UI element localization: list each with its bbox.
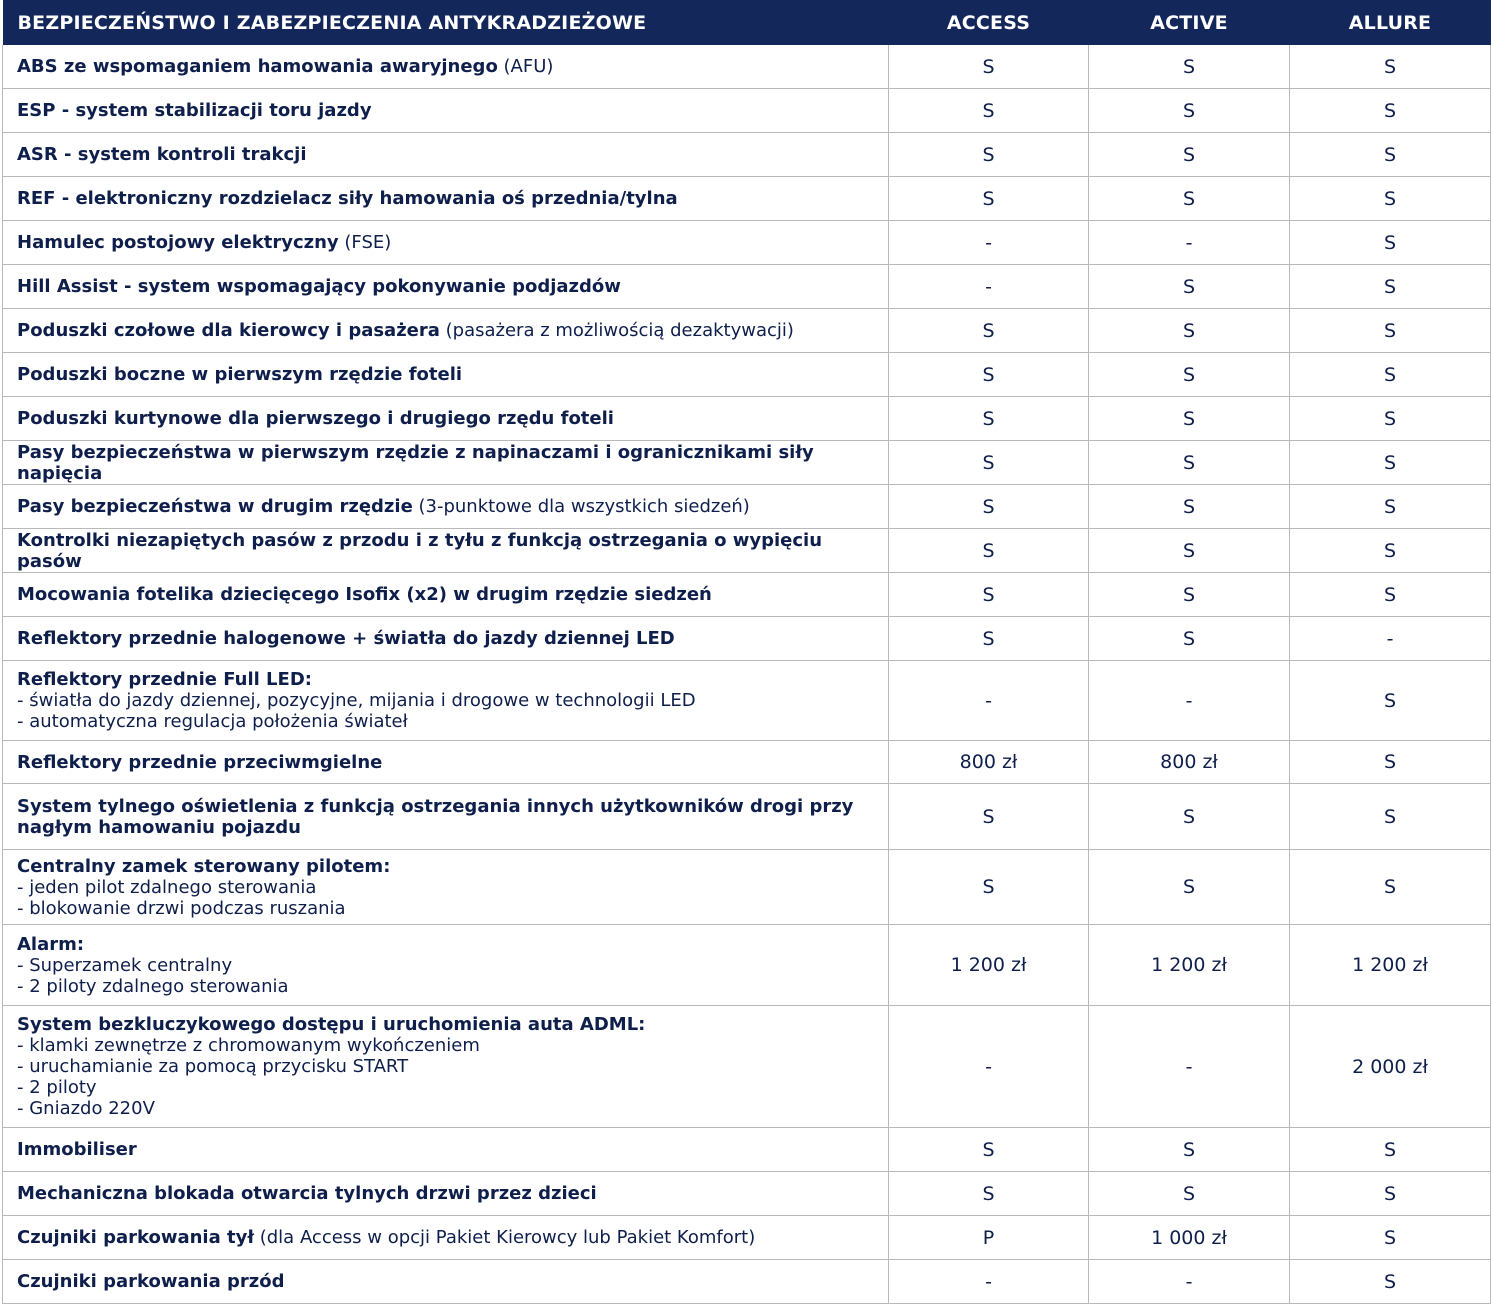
value-allure: S bbox=[1290, 850, 1491, 925]
feature-note: (pasażera z możliwością dezaktywacji) bbox=[439, 320, 794, 341]
value-access: S bbox=[889, 133, 1089, 177]
feature-name: Immobiliser bbox=[17, 1139, 137, 1160]
feature-note: (3-punktowe dla wszystkich siedzeń) bbox=[412, 496, 750, 517]
value-access: - bbox=[889, 661, 1089, 741]
value-allure: S bbox=[1290, 1216, 1491, 1260]
feature-name: Centralny zamek sterowany pilotem: bbox=[17, 855, 391, 877]
feature-cell bbox=[3, 353, 889, 397]
table-row bbox=[3, 850, 1491, 925]
table-row bbox=[3, 89, 1491, 133]
feature-name: Poduszki czołowe dla kierowcy i pasażera bbox=[17, 320, 440, 341]
value-access: S bbox=[889, 1172, 1089, 1216]
value-allure: S bbox=[1290, 573, 1491, 617]
value-allure: S bbox=[1290, 1260, 1491, 1304]
value-access: S bbox=[889, 573, 1089, 617]
value-active: - bbox=[1089, 1006, 1290, 1128]
feature-cell bbox=[3, 741, 889, 784]
feature-name: Pasy bezpieczeństwa w drugim rzędzie bbox=[17, 496, 413, 517]
feature-detail: - automatyczna regulacja położenia świateł bbox=[17, 711, 408, 732]
feature-cell bbox=[3, 529, 889, 573]
value-allure: 1 200 zł bbox=[1290, 925, 1491, 1006]
table-row bbox=[3, 309, 1491, 353]
table-row bbox=[3, 353, 1491, 397]
header-trim-active: ACTIVE bbox=[1089, 0, 1290, 45]
feature-detail: - 2 piloty bbox=[17, 1077, 97, 1098]
feature-detail: - Gniazdo 220V bbox=[17, 1098, 155, 1119]
value-access: - bbox=[889, 265, 1089, 309]
feature-cell bbox=[3, 397, 889, 441]
value-allure: - bbox=[1290, 617, 1491, 661]
value-active: S bbox=[1089, 397, 1290, 441]
feature-detail: - klamki zewnętrze z chromowanym wykończeniem bbox=[17, 1035, 480, 1056]
value-allure: S bbox=[1290, 309, 1491, 353]
header-trim-access: ACCESS bbox=[889, 0, 1089, 45]
feature-name: Mechaniczna blokada otwarcia tylnych drzwi przez dzieci bbox=[17, 1183, 597, 1204]
feature-cell bbox=[3, 1172, 889, 1216]
value-active: 1 200 zł bbox=[1089, 925, 1290, 1006]
value-active: S bbox=[1089, 485, 1290, 529]
value-allure: S bbox=[1290, 353, 1491, 397]
value-allure: S bbox=[1290, 1172, 1491, 1216]
feature-name: REF - elektroniczny rozdzielacz siły hamowania oś przednia/tylna bbox=[17, 188, 678, 209]
feature-cell bbox=[3, 177, 889, 221]
value-access: S bbox=[889, 784, 1089, 850]
table-row bbox=[3, 265, 1491, 309]
value-access: S bbox=[889, 441, 1089, 485]
feature-name: Czujniki parkowania tył bbox=[17, 1227, 255, 1248]
feature-cell bbox=[3, 89, 889, 133]
value-active: S bbox=[1089, 89, 1290, 133]
value-active: S bbox=[1089, 353, 1290, 397]
table-body bbox=[3, 45, 1491, 1304]
value-allure: S bbox=[1290, 661, 1491, 741]
feature-name: System tylnego oświetlenia z funkcją ostrzegania innych użytkowników drogi przy nagłym hamowaniu pojazdu bbox=[17, 795, 854, 838]
value-allure: S bbox=[1290, 784, 1491, 850]
value-access: S bbox=[889, 617, 1089, 661]
feature-name: Mocowania fotelika dziecięcego Isofix (x2) w drugim rzędzie siedzeń bbox=[17, 584, 712, 605]
value-allure: S bbox=[1290, 1128, 1491, 1172]
feature-name: Kontrolki niezapiętych pasów z przodu i z tyłu z funkcją ostrzegania o wypięciu pasów bbox=[17, 529, 823, 572]
value-allure: S bbox=[1290, 221, 1491, 265]
value-active: S bbox=[1089, 784, 1290, 850]
feature-name: Hamulec postojowy elektryczny bbox=[17, 232, 339, 253]
value-allure: S bbox=[1290, 485, 1491, 529]
feature-cell bbox=[3, 1006, 889, 1128]
value-active: S bbox=[1089, 529, 1290, 573]
value-allure: S bbox=[1290, 177, 1491, 221]
value-allure: S bbox=[1290, 89, 1491, 133]
table-row bbox=[3, 177, 1491, 221]
feature-cell bbox=[3, 485, 889, 529]
feature-cell bbox=[3, 265, 889, 309]
value-access: S bbox=[889, 529, 1089, 573]
table-row bbox=[3, 1006, 1491, 1128]
value-access: S bbox=[889, 309, 1089, 353]
value-active: S bbox=[1089, 1172, 1290, 1216]
value-access: S bbox=[889, 45, 1089, 89]
value-active: - bbox=[1089, 661, 1290, 741]
table-row bbox=[3, 661, 1491, 741]
table-row bbox=[3, 784, 1491, 850]
equipment-table bbox=[2, 0, 1491, 1304]
table-row bbox=[3, 45, 1491, 89]
feature-detail: - światła do jazdy dziennej, pozycyjne, mijania i drogowe w technologii LED bbox=[17, 690, 696, 711]
table-row bbox=[3, 441, 1491, 485]
value-access: 1 200 zł bbox=[889, 925, 1089, 1006]
value-active: S bbox=[1089, 850, 1290, 925]
feature-name: System bezkluczykowego dostępu i uruchomienia auta ADML: bbox=[17, 1014, 646, 1035]
feature-cell bbox=[3, 925, 889, 1006]
value-access: - bbox=[889, 1006, 1089, 1128]
feature-cell bbox=[3, 45, 889, 89]
value-access: S bbox=[889, 485, 1089, 529]
value-active: S bbox=[1089, 617, 1290, 661]
feature-name: Reflektory przednie przeciwmgielne bbox=[17, 751, 383, 773]
value-active: - bbox=[1089, 221, 1290, 265]
value-allure: S bbox=[1290, 45, 1491, 89]
feature-note: (AFU) bbox=[497, 56, 554, 77]
table-row bbox=[3, 1260, 1491, 1304]
value-access: S bbox=[889, 850, 1089, 925]
feature-cell bbox=[3, 441, 889, 485]
feature-name: Hill Assist - system wspomagający pokonywanie podjazdów bbox=[17, 276, 621, 297]
value-access: - bbox=[889, 1260, 1089, 1304]
feature-cell bbox=[3, 309, 889, 353]
feature-cell bbox=[3, 221, 889, 265]
feature-name: ABS ze wspomaganiem hamowania awaryjnego bbox=[17, 56, 498, 77]
feature-cell bbox=[3, 1128, 889, 1172]
value-active: 800 zł bbox=[1089, 741, 1290, 784]
value-allure: S bbox=[1290, 441, 1491, 485]
feature-name: Poduszki boczne w pierwszym rzędzie foteli bbox=[17, 364, 463, 385]
table-row bbox=[3, 741, 1491, 784]
value-allure: S bbox=[1290, 133, 1491, 177]
feature-cell bbox=[3, 661, 889, 741]
value-active: S bbox=[1089, 45, 1290, 89]
feature-note: (dla Access w opcji Pakiet Kierowcy lub Pakiet Komfort) bbox=[254, 1227, 756, 1248]
table-row bbox=[3, 133, 1491, 177]
table-row bbox=[3, 397, 1491, 441]
value-allure: S bbox=[1290, 741, 1491, 784]
value-active: S bbox=[1089, 573, 1290, 617]
table-row bbox=[3, 1172, 1491, 1216]
table-row bbox=[3, 617, 1491, 661]
feature-cell bbox=[3, 850, 889, 925]
value-active: S bbox=[1089, 1128, 1290, 1172]
value-access: P bbox=[889, 1216, 1089, 1260]
value-active: 1 000 zł bbox=[1089, 1216, 1290, 1260]
feature-name: Czujniki parkowania przód bbox=[17, 1271, 285, 1292]
value-access: S bbox=[889, 89, 1089, 133]
value-active: - bbox=[1089, 1260, 1290, 1304]
feature-name: Alarm: bbox=[17, 933, 85, 955]
feature-name: ASR - system kontroli trakcji bbox=[17, 144, 307, 165]
feature-cell bbox=[3, 784, 889, 850]
feature-name: Reflektory przednie Full LED: bbox=[17, 669, 312, 690]
value-access: S bbox=[889, 1128, 1089, 1172]
header-trim-allure: ALLURE bbox=[1290, 0, 1491, 45]
feature-name: Pasy bezpieczeństwa w pierwszym rzędzie z napinaczami i ogranicznikami siły napięcia bbox=[17, 441, 814, 484]
feature-detail: - blokowanie drzwi podczas ruszania bbox=[17, 897, 346, 919]
table-row bbox=[3, 1128, 1491, 1172]
value-access: S bbox=[889, 353, 1089, 397]
feature-detail: - uruchamianie za pomocą przycisku START bbox=[17, 1056, 409, 1077]
table-row bbox=[3, 925, 1491, 1006]
feature-cell bbox=[3, 1216, 889, 1260]
table-row bbox=[3, 529, 1491, 573]
value-active: S bbox=[1089, 309, 1290, 353]
table-row bbox=[3, 1216, 1491, 1260]
value-allure: S bbox=[1290, 265, 1491, 309]
table-row bbox=[3, 485, 1491, 529]
feature-name: Reflektory przednie halogenowe + światła do jazdy dziennej LED bbox=[17, 628, 675, 649]
feature-detail: - Superzamek centralny bbox=[17, 954, 233, 976]
feature-detail: - 2 piloty zdalnego sterowania bbox=[17, 975, 289, 997]
feature-cell bbox=[3, 573, 889, 617]
feature-detail: - jeden pilot zdalnego sterowania bbox=[17, 876, 317, 898]
feature-note: (FSE) bbox=[338, 232, 392, 253]
value-access: 800 zł bbox=[889, 741, 1089, 784]
feature-cell bbox=[3, 1260, 889, 1304]
table-row bbox=[3, 221, 1491, 265]
value-allure: S bbox=[1290, 397, 1491, 441]
value-active: S bbox=[1089, 133, 1290, 177]
value-access: - bbox=[889, 221, 1089, 265]
feature-name: Poduszki kurtynowe dla pierwszego i drugiego rzędu foteli bbox=[17, 408, 614, 429]
value-active: S bbox=[1089, 177, 1290, 221]
value-active: S bbox=[1089, 441, 1290, 485]
table-row bbox=[3, 573, 1491, 617]
header-feature-label: BEZPIECZEŃSTWO I ZABEZPIECZENIA ANTYKRADZIEŻOWE bbox=[3, 0, 889, 45]
value-allure: S bbox=[1290, 529, 1491, 573]
value-access: S bbox=[889, 177, 1089, 221]
feature-name: ESP - system stabilizacji toru jazdy bbox=[17, 100, 372, 121]
value-allure: 2 000 zł bbox=[1290, 1006, 1491, 1128]
value-active: S bbox=[1089, 265, 1290, 309]
feature-cell bbox=[3, 617, 889, 661]
table-header bbox=[3, 0, 1491, 45]
value-access: S bbox=[889, 397, 1089, 441]
feature-cell bbox=[3, 133, 889, 177]
